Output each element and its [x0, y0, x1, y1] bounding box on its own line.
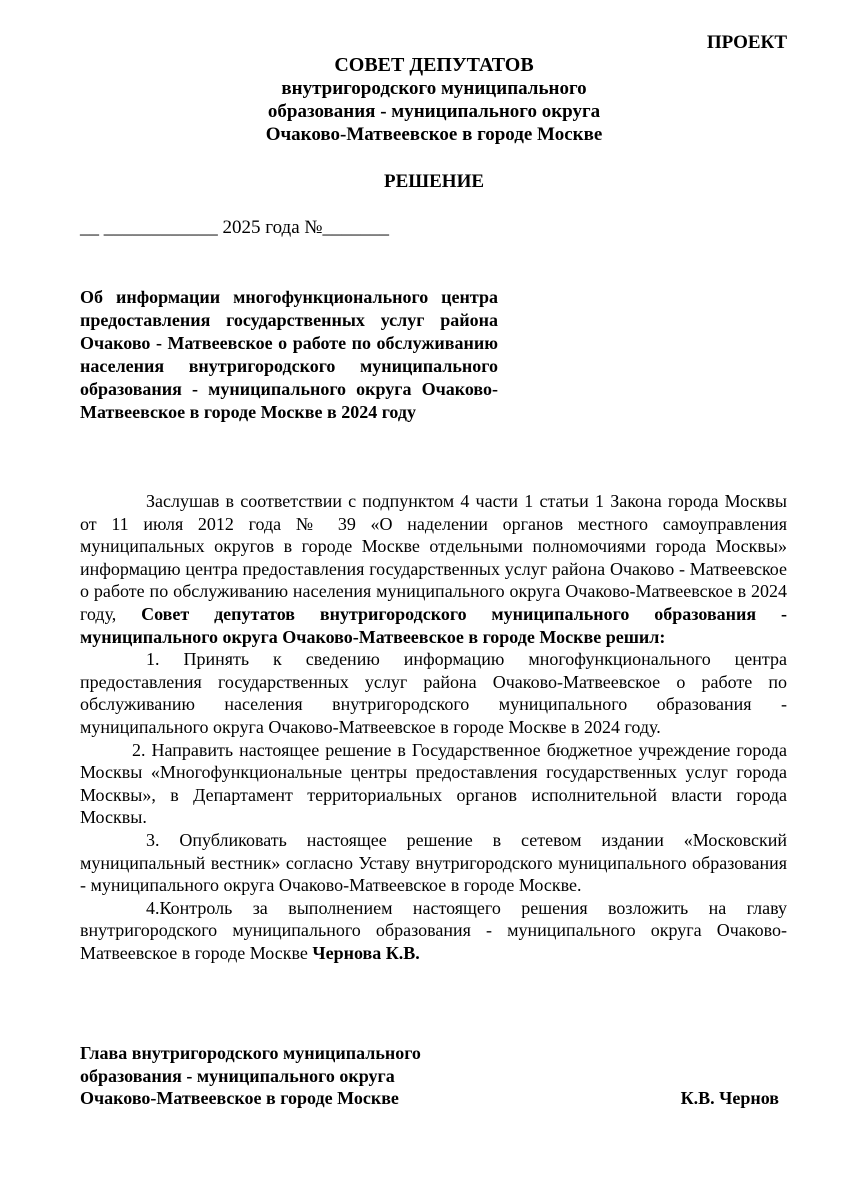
decision-title: РЕШЕНИЕ — [383, 171, 485, 192]
signature-title-line-2: образования - муниципального округа — [80, 1065, 395, 1086]
preamble-paragraph — [80, 490, 787, 648]
decision-item-1: 1. Принять к сведению информацию многофункционального центра предоставления государственных услуг района Очаково-Матвеевское о работе по обслуживанию населения внутригородского муниципального образования - муниципального округа Очаково-Матвеевское в городе Москве в 2024 году. — [80, 649, 787, 737]
decision-subject: Об информации многофункционального центра предоставления государственных услуг района Очаково - Матвеевское о работе по обслуживанию населения внутригородского муниципального образования - муниципального округа Очаково-Матвеевское в городе Москве в 2024 году — [80, 287, 498, 422]
council-subtitle-line-3: Очаково-Матвеевское в городе Москве — [265, 124, 603, 145]
responsible-person: Чернова К.В. — [312, 942, 420, 963]
signature-title-line-3: Очаково-Матвеевское в городе Москве — [80, 1088, 399, 1109]
decision-item-2: 2. Направить настоящее решение в Государственное бюджетное учреждение города Москвы «Многофункциональные центры предоставления государственных услуг города Москвы», в Департамент территориальных органов исполнительной власти города Москвы. — [80, 739, 787, 828]
decision-item-3: 3. Опубликовать настоящее решение в сетевом издании «Московский муниципальный вестник» согласно Уставу внутригородского муниципального образования - муниципального округа Очаково-Матвеевское в городе Москве. — [80, 829, 787, 896]
council-subtitle-line-1: внутригородского муниципального — [281, 78, 587, 99]
council-title: СОВЕТ ДЕПУТАТОВ — [334, 54, 534, 76]
decision-item-4-text: 4.Контроль за выполнением настоящего решения возложить на главу внутригородского муниципального образования - муниципального округа Очаково-Матвеевское в городе Москве — [80, 897, 787, 963]
decision-item-4 — [80, 897, 787, 965]
signature-block — [80, 1042, 787, 1110]
draft-label: ПРОЕКТ — [706, 32, 787, 53]
decision-body — [80, 490, 787, 964]
council-header — [0, 54, 848, 146]
preamble-resolution: Совет депутатов внутригородского муниципального образования - муниципального округа Очаково-Матвеевское в городе Москве решил: — [80, 603, 787, 647]
signatory-name: К.В. Чернов — [680, 1088, 779, 1109]
signature-title-line-1: Глава внутригородского муниципального — [80, 1043, 421, 1063]
council-subtitle-line-2: образования - муниципального округа — [267, 101, 601, 122]
preamble-text: Заслушав в соответствии с подпунктом 4 части 1 статьи 1 Закона города Москвы от 11 июля 2012 года № 39 «О наделении органов местного самоуправления муниципальных округов в городе Москве отдельными полномочиями города Москвы» информацию центра предоставления государственных услуг района Очаково - Матвеевское о работе по обслуживанию населения муниципального округа Очаково-Матвеевское в 2024 году, — [80, 491, 787, 624]
date-number-line: __ ____________ 2025 года №_______ — [80, 217, 390, 238]
